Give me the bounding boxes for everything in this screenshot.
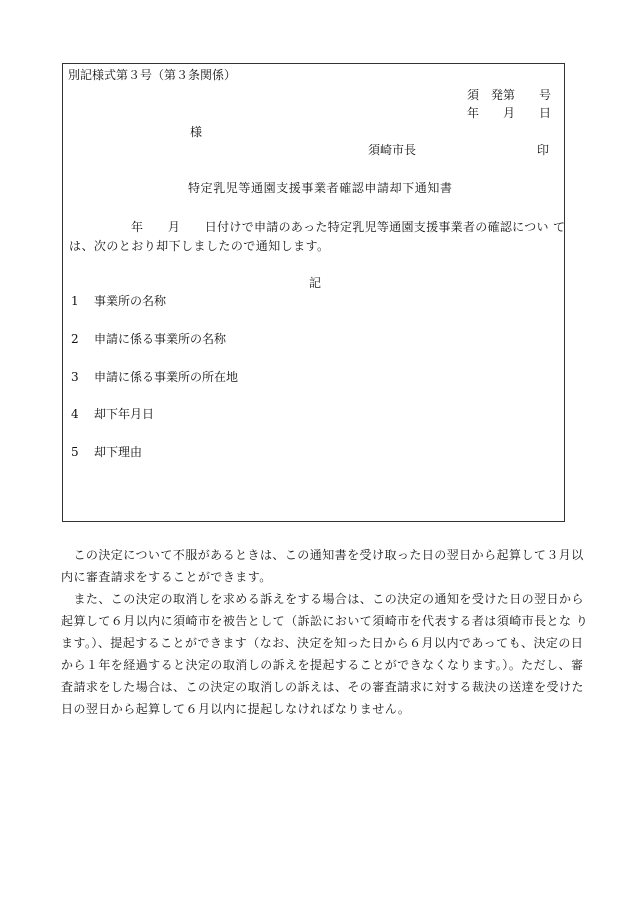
- ki-heading: 記: [309, 276, 322, 290]
- issue-date: 年 月 日: [467, 106, 552, 120]
- notice-line: 日の翌日から起算して６月以内に提起しなければなりません。: [61, 702, 411, 716]
- notice-line: から１年を経過すると決定の取消しの訴えを提起することができなくなります。）。ただし、審: [61, 658, 584, 672]
- document-number: 須 発第 号: [467, 88, 552, 102]
- notice-line: この決定について不服があるときは、この通知書を受け取った日の翌日から起算して３月以: [61, 548, 584, 562]
- item-number: 1: [71, 294, 79, 308]
- body-line-2: は、次のとおり却下しましたので通知します。: [69, 239, 330, 253]
- notice-line: また、この決定の取消しを求める訴えをする場合は、この決定の通知を受けた日の翌日から: [61, 592, 584, 606]
- notice-line: ます。）、提起することができます（なお、決定を知った日から６月以内であっても、決定の日: [61, 636, 584, 650]
- item-number: 4: [71, 407, 79, 421]
- issuer-name: 須崎市長: [368, 143, 417, 157]
- body-line-1: 年 月 日付けで申請のあった特定乳児等通園支援事業者の確認につい て: [131, 220, 566, 234]
- item-label: 事業所の名称: [94, 294, 167, 308]
- notice-line: 内に審査請求をすることができます。: [61, 570, 272, 584]
- item-label: 申請に係る事業所の名称: [94, 332, 227, 346]
- item-number: 5: [71, 445, 79, 459]
- item-number: 2: [71, 332, 79, 346]
- addressee-suffix: 様: [190, 125, 203, 139]
- item-label: 申請に係る事業所の所在地: [94, 370, 239, 384]
- notice-line: 起算して６月以内に須崎市を被告として（訴訟において須崎市を代表する者は須崎市長とな り: [61, 614, 589, 628]
- form-label: 別記様式第３号（第３条関係）: [68, 68, 237, 82]
- document-title: 特定乳児等通園支援事業者確認申請却下通知書: [188, 181, 453, 195]
- item-label: 却下年月日: [94, 407, 155, 421]
- item-label: 却下理由: [94, 445, 143, 459]
- item-number: 3: [71, 370, 79, 384]
- notice-line: 査請求をした場合は、この決定の取消しの訴えは、その審査請求に対する裁決の送達を受けた: [61, 680, 584, 694]
- seal-mark: 印: [537, 143, 550, 157]
